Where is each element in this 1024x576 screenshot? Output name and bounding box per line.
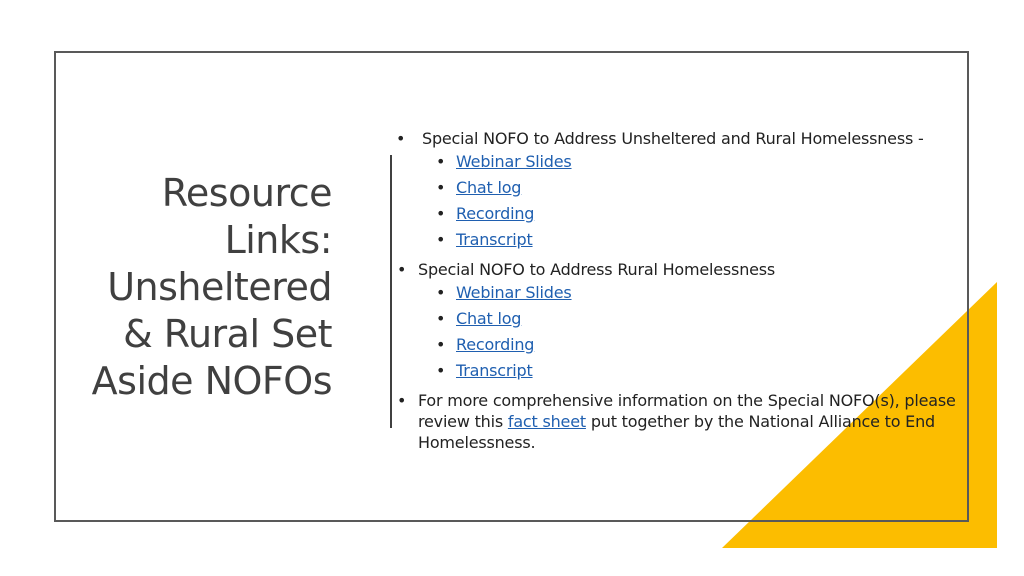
recording-link[interactable]: Recording [456,335,535,354]
bullet-icon: • [436,204,446,223]
list-item [396,280,956,306]
webinar-slides-link[interactable]: Webinar Slides [456,152,572,171]
bullet-icon: • [436,361,446,380]
title-line-4: & Rural Set [123,312,332,356]
transcript-link[interactable]: Transcript [456,361,533,380]
title-line-3: Unsheltered [107,265,332,309]
content-list [396,128,956,453]
fact-sheet-link[interactable]: fact sheet [507,412,586,431]
list-item [396,332,956,358]
section-heading-text: Special NOFO to Address Rural Homelessness [418,260,776,279]
section-rural [396,259,956,384]
bullet-icon: • [436,283,446,302]
section-heading [396,128,956,149]
bullet-icon: • [436,152,446,171]
bullet-icon: • [397,260,407,279]
list-item [396,227,956,253]
bullet-icon: • [436,309,446,328]
list-item [396,149,956,175]
section-heading-text: Special NOFO to Address Unsheltered and Rural Homelessness - [422,129,924,148]
bullet-icon: • [436,178,446,197]
bullet-icon: • [436,335,446,354]
bullet-icon: • [396,129,406,148]
list-item [396,175,956,201]
recording-link[interactable]: Recording [456,204,535,223]
chat-log-link[interactable]: Chat log [456,309,522,328]
footer-text-before: For more comprehensive information on the Special NOFO(s), please review this [418,391,956,431]
list-item [396,358,956,384]
footer-paragraph [396,390,956,453]
transcript-link[interactable]: Transcript [456,230,533,249]
section-unsheltered-rural [396,128,956,253]
bullet-icon: • [397,391,407,410]
list-item [396,306,956,332]
list-item [396,201,956,227]
title-line-1: Resource [161,171,332,215]
webinar-slides-link[interactable]: Webinar Slides [456,283,572,302]
bullet-icon: • [436,230,446,249]
chat-log-link[interactable]: Chat log [456,178,522,197]
section-heading [396,259,956,280]
vertical-divider [390,155,392,428]
section-footer-note [396,390,956,453]
footer-text-after: put together by the National Alliance to End Homelessness. [418,412,935,452]
title-line-5: Aside NOFOs [91,359,332,403]
title-line-2: Links: [224,218,332,262]
slide-title [72,170,332,405]
